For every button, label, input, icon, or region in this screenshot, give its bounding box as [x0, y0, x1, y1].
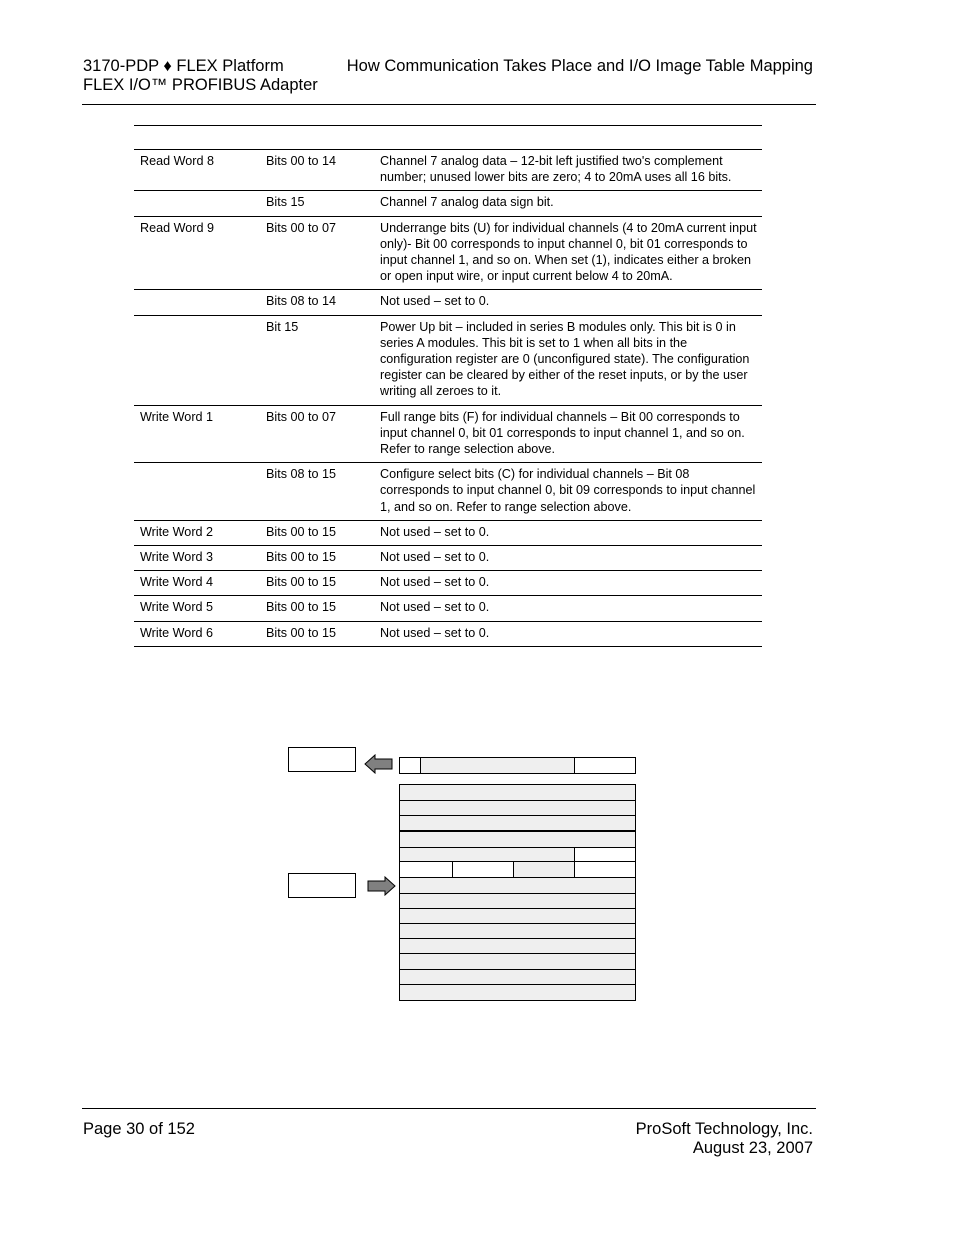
bits-cell: Bits 08 to 14: [266, 294, 337, 309]
table-row: [134, 290, 762, 315]
read-header-cell-1: [399, 757, 421, 774]
read-label-box: [288, 747, 356, 772]
word-cell: Write Word 6: [140, 625, 214, 640]
write-word-row: [399, 969, 636, 985]
read-word-cell: [513, 861, 575, 878]
table-row: [134, 622, 762, 647]
word-cell: Write Word 1: [140, 409, 214, 424]
word-cell: [134, 316, 260, 405]
read-word-cell: [399, 861, 453, 878]
bits-cell: Bits 00 to 07: [266, 409, 337, 424]
publish-date: August 23, 2007: [692, 1139, 813, 1157]
bits-cell: Bits 00 to 07: [266, 220, 337, 235]
header-product-name: FLEX I/O™ PROFIBUS Adapter: [83, 76, 318, 94]
table-row: [134, 316, 762, 406]
bits-cell: Bits 00 to 14: [266, 154, 337, 168]
read-word-cell: [574, 847, 636, 862]
table-row: [134, 546, 762, 571]
word-cell: [134, 463, 260, 520]
table-row: [134, 217, 762, 291]
write-word-row: [399, 893, 636, 909]
company-name: ProSoft Technology, Inc.: [635, 1120, 813, 1138]
write-word-row: [399, 877, 636, 894]
table-row: [134, 150, 762, 191]
table-row: [134, 521, 762, 546]
word-cell: [134, 290, 260, 314]
description-cell: Full range bits (F) for individual channels – Bit 00 corresponds to input channel 0, bit 01 corresponds to input channel 1, and so on. Refer to range selection above.: [380, 409, 745, 457]
description-cell: Not used – set to 0.: [380, 625, 490, 640]
bits-cell: Bits 00 to 15: [266, 625, 337, 640]
word-cell: Write Word 4: [140, 575, 214, 590]
description-cell: Not used – set to 0.: [380, 550, 490, 565]
description-cell: Not used – set to 0.: [380, 600, 490, 615]
header-product-platform: 3170-PDP ♦ FLEX Platform: [83, 57, 284, 75]
left-arrow-icon: [364, 754, 394, 774]
write-word-row: [399, 923, 636, 939]
description-cell: Underrange bits (U) for individual channels (4 to 20mA current input only)- Bit 00 corresponds to input channel 0, bit 01 corresponds to input channel 1, and so on. When set (1), indicates either a broken or open input wire, or input current below 4 to 20mA.: [380, 220, 757, 284]
bits-cell: Bits 00 to 15: [266, 550, 337, 565]
read-word-row: [399, 815, 636, 832]
word-cell: Write Word 3: [140, 550, 214, 565]
description-cell: Not used – set to 0.: [380, 524, 490, 539]
table-row: [134, 571, 762, 596]
table-header-row: [134, 126, 762, 150]
read-word-row: [399, 784, 636, 801]
bits-cell: Bits 00 to 15: [266, 575, 337, 590]
read-header-cell-3: [574, 757, 636, 774]
table-row: [134, 463, 762, 521]
footer-right: [636, 1120, 813, 1158]
description-cell: Not used – set to 0.: [380, 294, 490, 309]
bits-cell: Bits 00 to 15: [266, 524, 337, 539]
read-word-row: [399, 800, 636, 816]
table-row: [134, 596, 762, 621]
description-cell: Power Up bit – included in series B modules only. This bit is 0 in series A modules. This bit is set to 1 when all bits in the configuration register are 0 (unconfigured state). The configuration register can be cleared by either of the reset inputs, or by the user writing all zeroes to it.: [380, 319, 750, 399]
table-row: [134, 191, 762, 216]
write-word-row: [399, 984, 636, 1001]
bit-description-table: [134, 125, 762, 647]
read-word-cell: [574, 861, 636, 878]
read-word-cell: [399, 847, 575, 862]
read-word-row: [399, 831, 636, 848]
table-body: [134, 150, 762, 647]
word-cell: [134, 191, 260, 215]
bits-cell: Bits 15: [266, 195, 305, 210]
write-word-row: [399, 908, 636, 924]
footer-divider: [82, 1108, 816, 1109]
right-arrow-icon: [367, 876, 397, 896]
bits-cell: Bit 15: [266, 319, 299, 334]
page-number: Page 30 of 152: [83, 1120, 195, 1138]
description-cell: Channel 7 analog data sign bit.: [380, 195, 554, 210]
write-word-row: [399, 953, 636, 970]
read-word-cell: [452, 861, 514, 878]
description-cell: Configure select bits (C) for individual channels – Bit 08 corresponds to input channel 0, bit 09 corresponds to input channel 1, and so on. Refer to range selection above.: [380, 467, 756, 514]
table-row: [134, 406, 762, 464]
word-cell: Read Word 9: [140, 220, 214, 235]
header-divider: [82, 104, 816, 105]
read-header-cell-2: [420, 757, 575, 774]
description-cell: Channel 7 analog data – 12-bit left justified two's complement number; unused lower bits are zero; 4 to 20mA uses all 16 bits.: [380, 154, 732, 185]
word-cell: Write Word 5: [140, 600, 214, 615]
write-label-box: [288, 873, 356, 898]
description-cell: Not used – set to 0.: [380, 575, 490, 590]
bits-cell: Bits 08 to 15: [266, 467, 337, 482]
header-section-title: How Communication Takes Place and I/O Image Table Mapping: [346, 57, 813, 75]
bits-cell: Bits 00 to 15: [266, 600, 337, 615]
word-cell: Read Word 8: [140, 154, 214, 168]
write-word-row: [399, 938, 636, 954]
header-left: [83, 57, 318, 95]
word-cell: Write Word 2: [140, 524, 214, 539]
